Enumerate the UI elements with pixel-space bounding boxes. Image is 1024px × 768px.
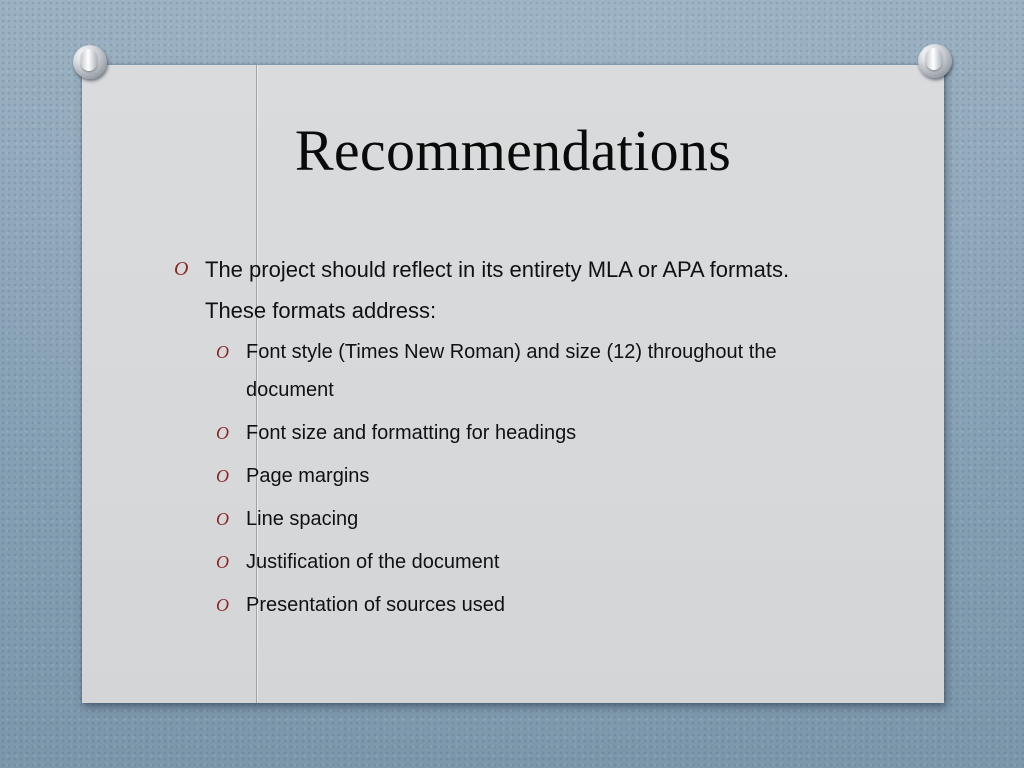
list-item [205, 586, 795, 624]
bullet-marker-icon: O [216, 552, 229, 572]
list-item [205, 500, 795, 538]
pushpin-icon [73, 45, 107, 79]
sub-bullet-text: Presentation of sources used [246, 594, 506, 616]
sub-bullet-text: Font size and formatting for headings [246, 422, 577, 444]
bullet-marker-icon: O [174, 258, 189, 280]
bullet-marker-icon: O [216, 423, 229, 443]
bullet-list [174, 249, 824, 629]
list-item [205, 333, 795, 409]
sub-bullet-text: Font style (Times New Roman) and size (12) throughout the document [246, 341, 777, 401]
sub-bullet-text: Justification of the document [246, 551, 500, 573]
bullet-text: The project should reflect in its entirety MLA or APA formats. These formats address: [205, 257, 790, 323]
sub-bullet-list [205, 333, 795, 624]
sub-bullet-text: Line spacing [246, 508, 359, 530]
list-item [205, 457, 795, 495]
sub-bullet-text: Page margins [246, 465, 370, 487]
bullet-marker-icon: O [216, 342, 229, 362]
pushpin-icon [918, 44, 952, 78]
bullet-marker-icon: O [216, 466, 229, 486]
list-item [174, 249, 824, 624]
bullet-marker-icon: O [216, 595, 229, 615]
slide-title: Recommendations [294, 118, 732, 183]
list-item [205, 414, 795, 452]
list-item [205, 543, 795, 581]
bullet-marker-icon: O [216, 509, 229, 529]
